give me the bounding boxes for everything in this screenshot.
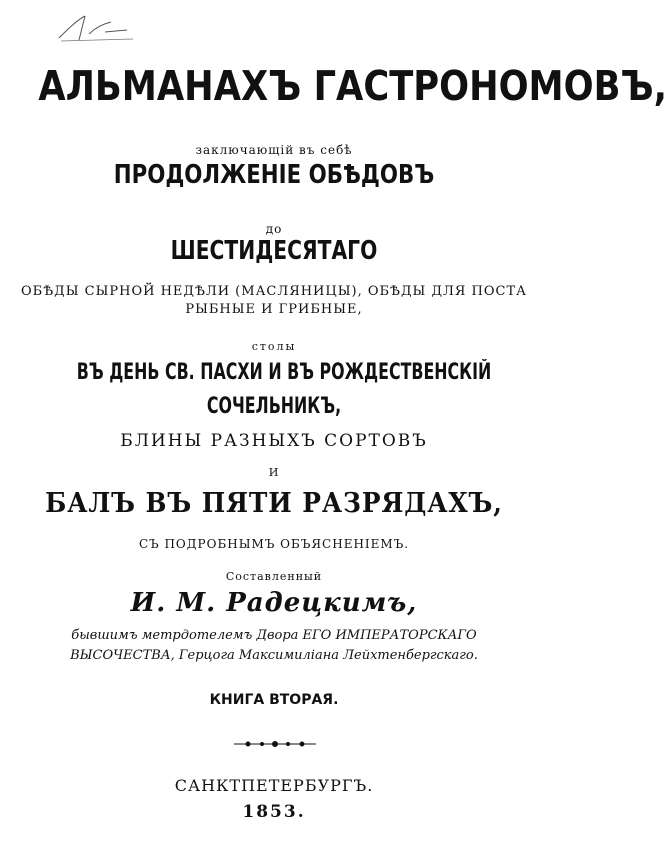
heading-ball: БАЛЪ ВЪ ПЯТИ РАЗРЯДАХЪ,	[45, 488, 503, 519]
subtitle-line: столы	[251, 340, 297, 353]
subtitle-line: СЪ ПОДРОБНЫМЪ ОБЪЯСНЕНІЕМЪ.	[138, 537, 410, 551]
handwritten-mark	[55, 10, 135, 44]
subtitle-line: РЫБНЫЕ И ГРИБНЫЕ,	[185, 302, 363, 317]
subtitle-line: БЛИНЫ РАЗНЫХЪ СОРТОВЪ	[120, 431, 428, 451]
heading-continuation-dinners: ПРОДОЛЖЕНІЕ ОБѢДОВЪ	[113, 160, 435, 190]
heading-sixtieth: ШЕСТИДЕСЯТАГО	[170, 236, 378, 266]
publication-year: 1853.	[242, 802, 306, 822]
book-title: АЛЬМАНАХЪ ГАСТРОНОМОВЪ,	[38, 62, 667, 110]
subtitle-line: до	[265, 222, 283, 236]
subtitle-line: ОБѢДЫ СЫРНОЙ НЕДѢЛИ (МАСЛЯНИЦЫ), ОБѢДЫ ДЛЯ ПОСТА	[21, 284, 527, 299]
heading-sochelnik: СОЧЕЛЬНИКЪ,	[206, 394, 342, 419]
subtitle-line: И	[268, 466, 280, 479]
heading-easter-christmas: ВЪ ДЕНЬ СВ. ПАСХИ И ВЪ РОЖДЕСТВЕНСКІЙ	[76, 360, 492, 385]
author-name: И. М. Радецкимъ,	[130, 588, 418, 618]
author-note: ВЫСОЧЕСТВА, Герцога Максимиліана Лейхтенбергскаго.	[70, 648, 478, 663]
ornament-divider	[234, 740, 316, 748]
subtitle-line: заключающій въ себѣ	[195, 143, 353, 157]
publication-place: САНКТПЕТЕРБУРГЪ.	[174, 776, 374, 795]
author-note: бывшимъ метрдотелемъ Двора ЕГО ИМПЕРАТОРСКАГО	[71, 628, 477, 643]
volume-label: КНИГА ВТОРАЯ.	[209, 692, 339, 708]
compiled-by: Составленный	[225, 570, 323, 583]
